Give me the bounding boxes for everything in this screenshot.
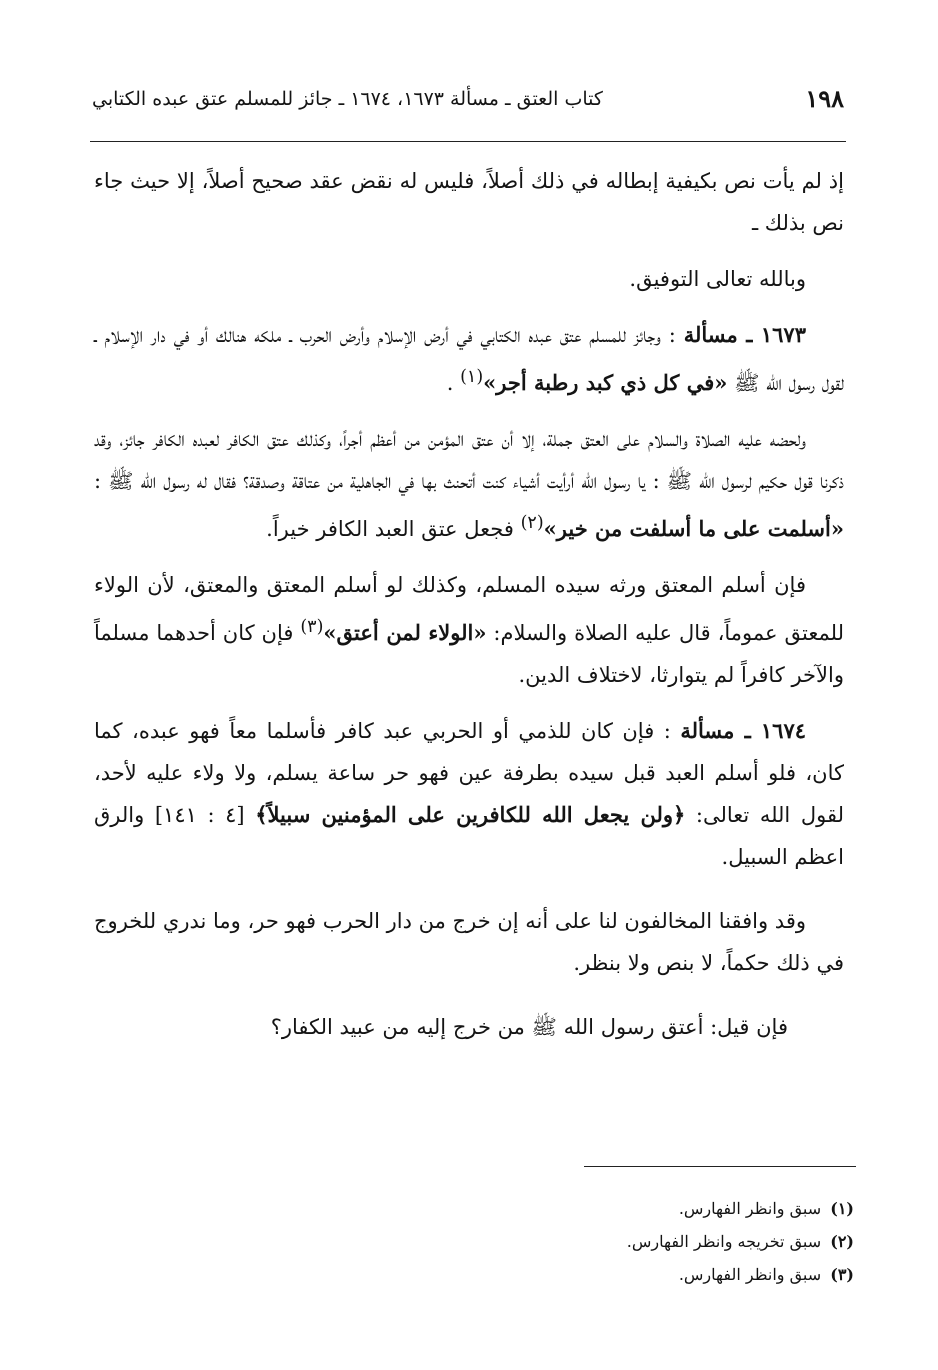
page-header xyxy=(92,78,844,122)
paragraph-text: إذ لم يأت نص بكيفية إبطاله في ذلك أصلاً، فليس له نقض عقد صحيح أصلاً، إلا حيث جاء نص بذلك ـ xyxy=(94,169,844,235)
paragraph-wala xyxy=(94,564,844,696)
footnote-number: (٣) xyxy=(830,1265,854,1284)
footnote-divider xyxy=(584,1166,856,1167)
issue-1674 xyxy=(94,710,844,878)
paragraph-continuation xyxy=(94,160,844,244)
paragraph-text: : وجائز للمسلم عتق عبده الكتابي في أرض الإسلام وأرض الحرب ـ ملكه هنالك أو في دار الإسلام ـ لقول رسول الله ﷺ xyxy=(94,323,844,395)
paragraph-question xyxy=(94,1006,844,1048)
footnote-ref: (١) xyxy=(460,367,484,387)
hadith-quote: «في كل ذي كبد رطبة أجر» xyxy=(483,370,728,395)
paragraph-text: فإن قيل: أعتق رسول الله ﷺ من خرج إليه من عبيد الكفار؟ xyxy=(270,1015,788,1039)
paragraph-agreement xyxy=(94,900,844,984)
paragraph-text: وقد وافقنا المخالفون لنا على أنه إن خرج من دار الحرب فهو حر، وما ندري للخروج في ذلك حكماً، لا بنص ولا بنظر. xyxy=(94,909,844,975)
paragraph-text: [٤ : ١٤١] والرق اعظم السبيل. xyxy=(94,803,844,869)
issue-number: ١٦٧٣ ـ مسألة xyxy=(683,322,806,347)
paragraph-text: فإن كان أحدهما مسلماً والآخر كافراً لم يتوارثا، لاختلاف الدين. xyxy=(94,621,844,687)
paragraph-hakim xyxy=(94,418,844,550)
page-number: ١٩٨ xyxy=(805,84,844,113)
issue-1673 xyxy=(94,314,844,404)
paragraph-text: فإن أسلم المعتق ورثه سيده المسلم، وكذلك لو أسلم المعتق والمعتق، لأن الولاء للمعتق عموماً، قال عليه الصلاة والسلام: xyxy=(94,573,844,645)
footnote-text: سبق وانظر الفهارس. xyxy=(678,1199,822,1218)
footnotes xyxy=(254,1192,854,1291)
footnote-ref: (٢) xyxy=(520,513,544,533)
issue-number: ١٦٧٤ ـ مسألة xyxy=(680,718,807,743)
paragraph-text: . xyxy=(446,371,454,395)
footnote-ref: (٣) xyxy=(300,617,324,637)
hadith-quote: «الولاء لمن أعتق» xyxy=(323,620,487,645)
footnote-2 xyxy=(254,1225,854,1258)
paragraph-closing xyxy=(94,258,844,300)
main-text xyxy=(94,160,844,1062)
quran-quote: ﴿ولن يجعل الله للكافرين على المؤمنين سبيلاً﴾ xyxy=(255,802,686,827)
footnote-number: (١) xyxy=(830,1199,854,1218)
paragraph-text: ولحضه عليه الصلاة والسلام على العتق جملة، إلا أن عتق المؤمن من أعظم أجراً، وكذلك عتق الكافر لعبده الكافر جائز، وقد ذكرنا قول حكيم لرسول الله ﷺ : يا رسول الله أرأيت أشياء كنت أتحنث بها في الجاهلية من عتاقة وصدقة؟ فقال له رسول الله ﷺ : xyxy=(94,427,844,493)
hadith-quote: «أسلمت على ما أسلفت من خير» xyxy=(543,516,844,541)
footnote-text: سبق وانظر الفهارس. xyxy=(678,1265,822,1284)
footnote-1 xyxy=(254,1192,854,1225)
footnote-number: (٢) xyxy=(830,1232,854,1251)
paragraph-text: وبالله تعالى التوفيق. xyxy=(629,267,806,291)
paragraph-text: فجعل عتق العبد الكافر خيراً. xyxy=(266,517,514,541)
footnote-3 xyxy=(254,1258,854,1291)
header-divider xyxy=(90,141,846,142)
paragraph-text: : فإن كان للذمي أو الحربي عبد كافر فأسلما معاً فهو عبده، كما كان، فلو أسلم العبد قبل سيده بطرفة عين فهو حر ساعة يسلم، ولا ولاء عليه لأحد، لقول الله تعالى: xyxy=(94,719,844,827)
running-title: كتاب العتق ـ مسألة ١٦٧٣، ١٦٧٤ ـ جائز للمسلم عتق عبده الكتابي xyxy=(92,88,603,110)
footnote-text: سبق تخريجه وانظر الفهارس. xyxy=(626,1232,822,1251)
